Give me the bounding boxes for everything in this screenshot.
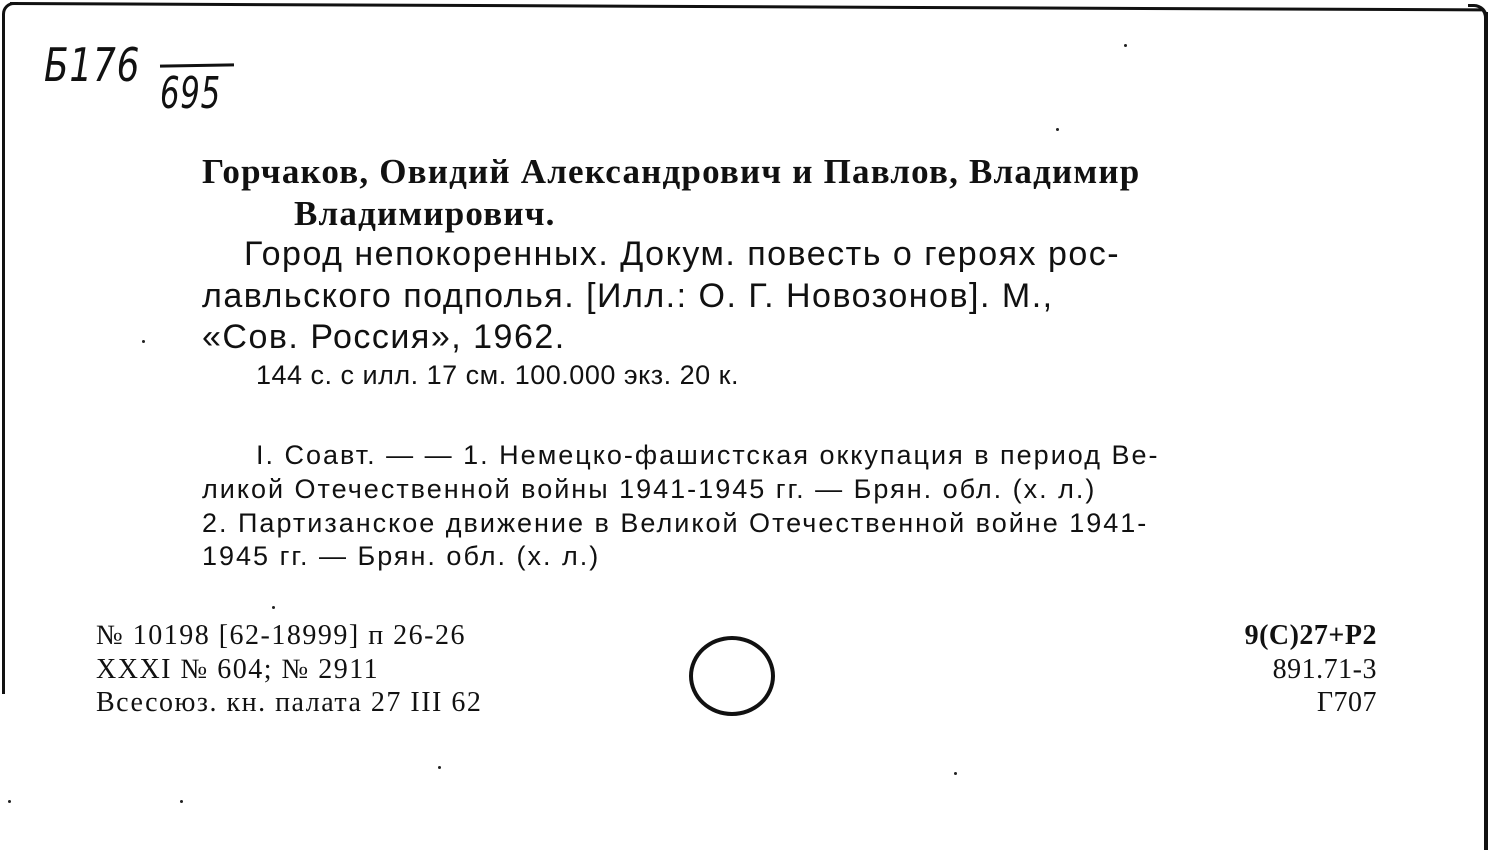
speck: [1056, 128, 1059, 131]
subject-line-1: I. Соавт. — — 1. Немецко-фашистская оккупация в период Ве-: [256, 440, 1160, 470]
imprint-line: 144 с. с илл. 17 см. 100.000 экз. 20 к.: [256, 360, 739, 390]
speck: [142, 340, 145, 343]
card-top-edge: [10, 2, 1482, 11]
speck: [8, 800, 11, 803]
speck: [954, 772, 957, 775]
speck: [272, 606, 275, 609]
speck: [438, 766, 441, 769]
title-line-1: Город непокоренных. Докум. повесть о героях рос-: [244, 235, 1121, 273]
circle-stamp: [689, 636, 775, 716]
classification-line-1: 9(С)27+Р2: [1244, 620, 1377, 651]
title-line-3: «Сов. Россия», 1962.: [202, 318, 566, 356]
speck: [1124, 44, 1127, 47]
registry-line-3: Всесоюз. кн. палата 27 III 62: [96, 687, 483, 718]
card-right-edge: [1484, 12, 1488, 850]
shelf-mark-bar: [160, 63, 234, 67]
card-left-edge: [2, 14, 5, 694]
author-line-2: Владимирович.: [294, 194, 556, 233]
subject-line-4: 1945 гг. — Брян. обл. (х. л.): [202, 541, 601, 571]
title-line-2: лавльского подполья. [Илл.: О. Г. Новозонов]. М.,: [202, 277, 1054, 315]
author-line-1: Горчаков, Овидий Александрович и Павлов, Владимир: [202, 152, 1141, 191]
subject-line-2: ликой Отечественной войны 1941-1945 гг. — Брян. обл. (х. л.): [202, 474, 1097, 504]
shelf-mark-sub: 695: [160, 68, 221, 119]
subject-line-3: 2. Партизанское движение в Великой Отечественной войне 1941-: [202, 508, 1149, 538]
registry-line-2: XXXI № 604; № 2911: [96, 654, 380, 685]
classification-line-2: 891.71-3: [1272, 654, 1377, 685]
shelf-mark-number: Б176: [44, 38, 141, 92]
registry-line-1: № 10198 [62-18999] п 26-26: [96, 620, 466, 651]
speck: [180, 800, 183, 803]
classification-line-3: Г707: [1316, 687, 1377, 718]
